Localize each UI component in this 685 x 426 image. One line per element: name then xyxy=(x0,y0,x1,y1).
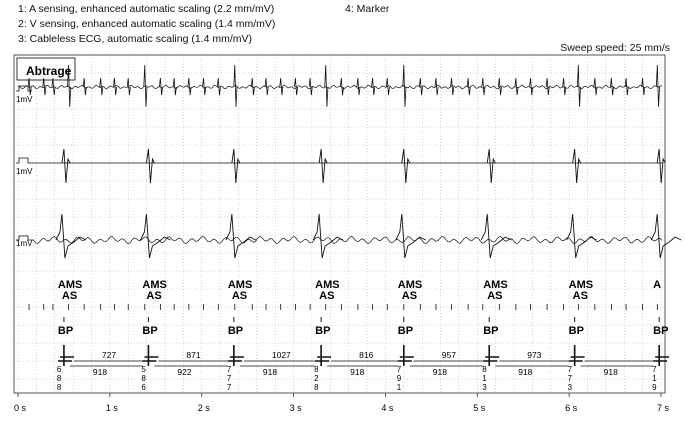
interval-line xyxy=(327,361,398,366)
atrial-spike xyxy=(530,78,533,95)
atrial-spike xyxy=(325,65,328,107)
ams-marker: AMS xyxy=(57,279,83,291)
bp-marker: BP xyxy=(397,325,414,337)
time-axis xyxy=(14,393,670,413)
channel-2-label: 2: V sensing, enhanced automatic scaling (1.4 mm/mV) xyxy=(18,18,276,30)
atrial-spike xyxy=(173,78,176,95)
ams-marker: AMS xyxy=(397,279,423,291)
ams-marker: A xyxy=(653,279,662,291)
sweep-speed-label: Sweep speed: 25 mm/s xyxy=(560,42,670,54)
vv-interval-label: 918 xyxy=(92,367,108,377)
qrs-complex xyxy=(651,214,681,258)
av-interval-label: 973 xyxy=(527,350,542,360)
ecg-trace xyxy=(34,214,681,258)
as-marker: AS xyxy=(231,290,248,302)
bp-marker: BP xyxy=(142,325,158,337)
marker-bar xyxy=(483,345,499,366)
marker-digit: 7 xyxy=(652,365,657,374)
interval-line xyxy=(70,361,143,366)
vv-interval-label: 918 xyxy=(432,367,447,377)
marker-digit: 6 xyxy=(141,383,146,392)
as-marker: AS xyxy=(487,290,503,302)
marker-digit: 2 xyxy=(314,374,319,383)
marker-digit: 3 xyxy=(482,383,487,392)
as-marker: AS xyxy=(572,290,588,302)
time-tick-label: 3 s xyxy=(289,403,302,413)
ventricular-complex xyxy=(402,149,410,183)
qrs-complex xyxy=(567,214,597,258)
atrial-spike xyxy=(546,78,549,95)
marker-digit: 7 xyxy=(226,365,232,374)
av-interval-label: 957 xyxy=(441,350,456,360)
atrial-spike xyxy=(127,78,130,95)
atrial-spike xyxy=(403,65,406,107)
ventricular-complex xyxy=(573,149,581,183)
marker-bar xyxy=(228,345,244,366)
qrs-complex xyxy=(313,214,343,258)
marker-digit: 7 xyxy=(567,365,573,374)
qrs-complex xyxy=(56,214,86,258)
ventricular-complex xyxy=(62,149,70,183)
atrial-spike xyxy=(642,78,645,95)
as-marker: AS xyxy=(401,290,418,302)
strip-frame xyxy=(14,55,665,393)
interval-line xyxy=(410,361,483,366)
marker-digit: 7 xyxy=(226,374,232,383)
ams-marker: AMS xyxy=(483,279,508,291)
ventricular-complex xyxy=(487,149,495,183)
atrial-trace xyxy=(18,65,662,107)
atrial-spike xyxy=(188,78,191,95)
as-marker: AS xyxy=(146,290,162,302)
av-interval-label: 1027 xyxy=(271,350,291,360)
time-tick-label: 7 s xyxy=(657,403,670,413)
bp-marker: BP xyxy=(315,325,331,337)
as-marker: AS xyxy=(61,290,78,302)
qrs-complex xyxy=(140,214,170,258)
scale-label-2: 1mV xyxy=(16,167,33,176)
vv-interval-label: 918 xyxy=(518,367,533,377)
marker-digit: 8 xyxy=(141,374,146,383)
vv-interval-label: 918 xyxy=(262,367,278,377)
time-tick-label: 5 s xyxy=(473,403,486,413)
marker-digit: 8 xyxy=(314,383,319,392)
trace-label: Abtrage xyxy=(26,64,72,78)
ams-marker: AMS xyxy=(227,279,253,291)
marker-channel-label: 4: Marker xyxy=(345,3,390,15)
av-interval-label: 727 xyxy=(101,350,117,360)
scale-label-1: 1mV xyxy=(16,95,33,104)
qrs-complex xyxy=(396,214,426,258)
ventricular-complex xyxy=(146,149,154,183)
marker-digit: 1 xyxy=(652,374,657,383)
ams-marker: AMS xyxy=(568,279,594,291)
marker-digit: 3 xyxy=(567,383,573,392)
ventricular-trace xyxy=(34,149,665,183)
bp-marker: BP xyxy=(568,325,584,337)
atrial-spike xyxy=(656,65,659,107)
atrial-spike xyxy=(113,78,116,95)
interval-line xyxy=(495,361,568,366)
ams-marker: AMS xyxy=(315,279,340,291)
scale-label-3: 1mV xyxy=(16,239,33,248)
marker-digit: 8 xyxy=(482,365,487,374)
marker-bar xyxy=(142,345,158,366)
interval-line xyxy=(154,361,227,366)
marker-digit: 9 xyxy=(396,374,402,383)
av-interval-label: 871 xyxy=(186,350,201,360)
as-marker: AS xyxy=(319,290,335,302)
marker-digit: 7 xyxy=(396,365,402,374)
vv-interval-label: 918 xyxy=(603,367,618,377)
time-tick-label: 6 s xyxy=(565,403,578,413)
marker-digit: 8 xyxy=(314,365,319,374)
bp-marker: BP xyxy=(227,325,244,337)
marker-digit: 7 xyxy=(226,383,232,392)
time-tick-label: 4 s xyxy=(381,403,394,413)
bp-marker: BP xyxy=(653,325,669,337)
marker-digit: 7 xyxy=(567,374,573,383)
ams-marker: AMS xyxy=(142,279,167,291)
ventricular-complex xyxy=(319,149,327,183)
vv-interval-label: 922 xyxy=(177,367,192,377)
atrial-spike xyxy=(594,78,597,95)
channel-1-label: 1: A sensing, enhanced automatic scaling (2.2 mm/mV) xyxy=(18,3,275,15)
interval-line xyxy=(581,361,654,366)
atrial-spike xyxy=(482,78,485,95)
time-tick-label: 2 s xyxy=(197,403,210,413)
av-interval-label: 816 xyxy=(359,350,374,360)
atrial-spike xyxy=(563,78,566,95)
marker-digit: 9 xyxy=(652,383,657,392)
qrs-complex xyxy=(481,214,511,258)
time-tick-label: 1 s xyxy=(105,403,118,413)
grid xyxy=(14,55,665,393)
bp-marker: BP xyxy=(483,325,499,337)
channel-3-label: 3: Cableless ECG, automatic scaling (1.4 mm/mV) xyxy=(18,33,252,45)
marker-digit: 6 xyxy=(56,365,62,374)
marker-digit: 8 xyxy=(56,383,62,392)
marker-digit: 1 xyxy=(482,374,487,383)
marker-bar xyxy=(315,345,331,366)
vv-interval-label: 918 xyxy=(350,367,365,377)
bp-marker: BP xyxy=(57,325,74,337)
atrial-spike xyxy=(203,78,206,95)
marker-channel xyxy=(29,279,669,392)
marker-bar xyxy=(398,345,414,366)
grid-lines xyxy=(14,55,665,393)
calibration-pulse-2 xyxy=(16,158,34,163)
time-tick-label: 0 s xyxy=(14,403,27,413)
marker-bar xyxy=(569,345,585,366)
interval-line xyxy=(240,361,315,366)
marker-bar xyxy=(58,345,74,366)
atrial-spike xyxy=(357,78,360,95)
qrs-complex xyxy=(226,214,256,258)
marker-digit: 1 xyxy=(396,383,402,392)
marker-digit: 5 xyxy=(141,365,146,374)
marker-digit: 8 xyxy=(56,374,62,383)
